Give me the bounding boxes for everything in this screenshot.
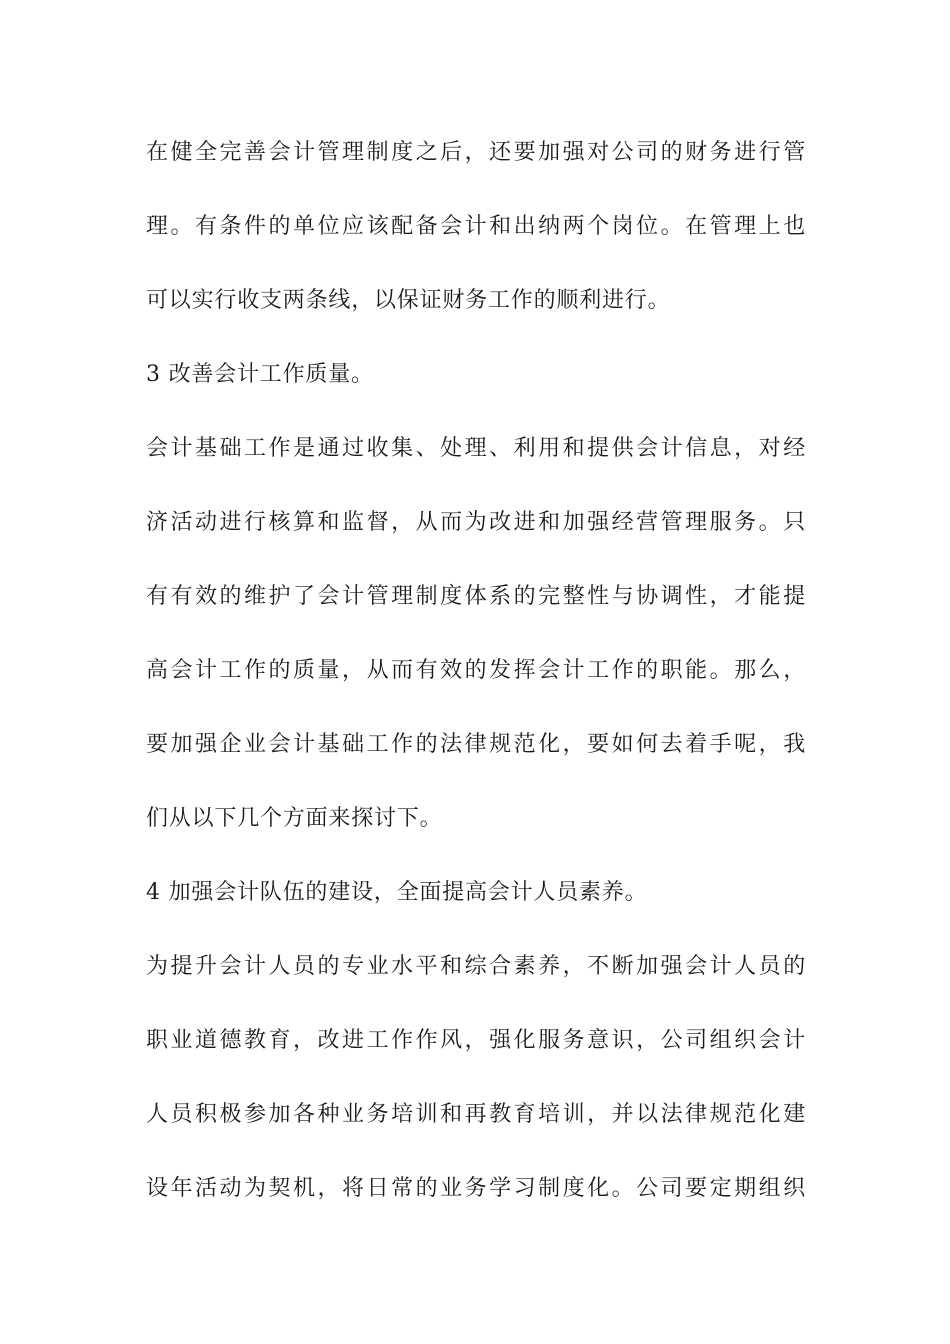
text-line: 为提升会计人员的专业水平和综合素养，不断加强会计人员的 — [146, 954, 806, 979]
section-heading: 4 加强会计队伍的建设，全面提高会计人员素养。 — [146, 880, 648, 905]
text-line: 们从以下几个方面来探讨下。 — [146, 806, 443, 831]
text-line: 会计基础工作是通过收集、处理、利用和提供会计信息，对经 — [146, 436, 806, 461]
text-line: 人员积极参加各种业务培训和再教育培训，并以法律规范化建 — [146, 1102, 806, 1127]
text-line: 在健全完善会计管理制度之后，还要加强对公司的财务进行管 — [146, 140, 806, 165]
text-line: 理。有条件的单位应该配备会计和出纳两个岗位。在管理上也 — [146, 214, 806, 239]
text-line: 济活动进行核算和监督，从而为改进和加强经营管理服务。只 — [146, 510, 806, 535]
section-heading: 3 改善会计工作质量。 — [146, 362, 374, 387]
text-line: 设年活动为契机，将日常的业务学习制度化。公司要定期组织 — [146, 1176, 806, 1201]
text-line: 高会计工作的质量，从而有效的发挥会计工作的职能。那么， — [146, 658, 806, 683]
text-line: 可以实行收支两条线，以保证财务工作的顺利进行。 — [146, 288, 671, 313]
text-line: 要加强企业会计基础工作的法律规范化，要如何去着手呢，我 — [146, 732, 806, 757]
text-line: 有有效的维护了会计管理制度体系的完整性与协调性，才能提 — [146, 584, 806, 609]
text-line: 职业道德教育，改进工作作风，强化服务意识，公司组织会计 — [146, 1028, 806, 1053]
